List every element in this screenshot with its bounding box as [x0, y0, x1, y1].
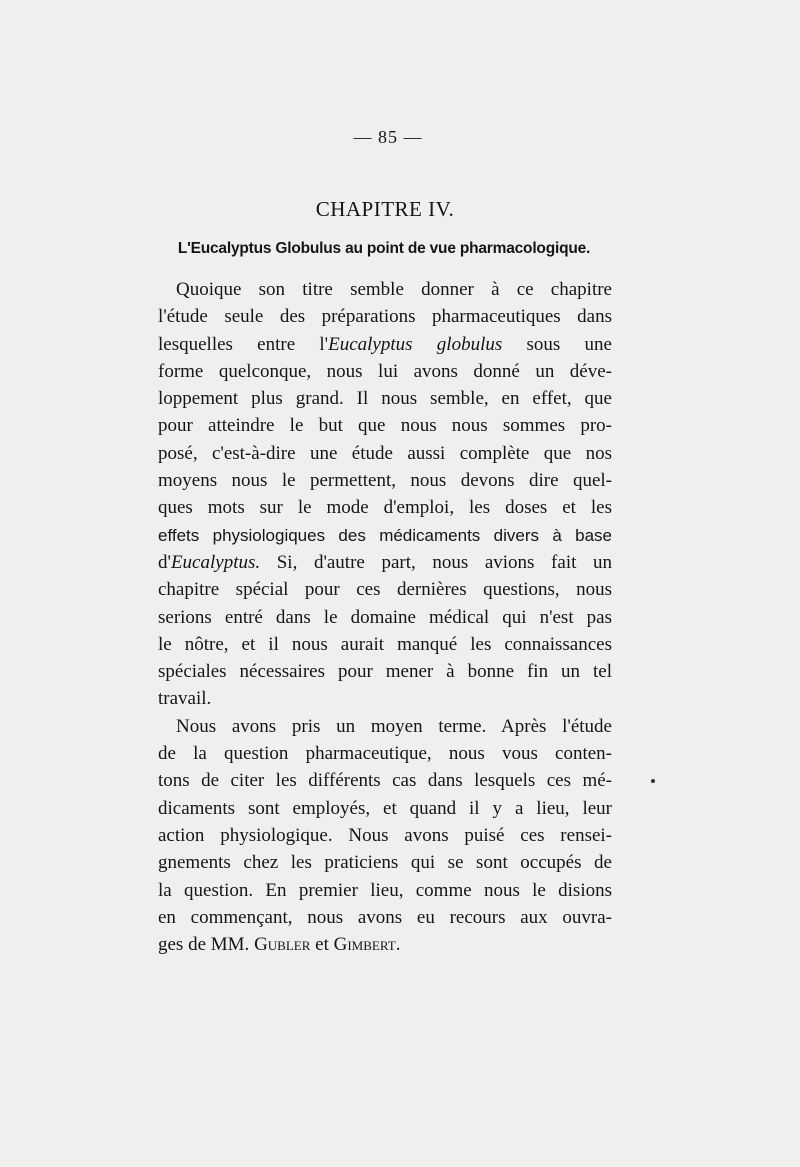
text-line: chapitre spécial pour ces dernières questions, nous: [158, 579, 612, 601]
text-line: forme quelconque, nous lui avons donné un déve-: [158, 360, 612, 382]
chapter-subtitle: L'Eucalyptus Globulus au point de vue pharmacologique.: [177, 240, 591, 257]
text-line: loppement plus grand. Il nous semble, en effet, que: [158, 388, 612, 410]
italic-genus-name: Eucalyptus.: [170, 551, 261, 573]
text-line: serions entré dans le domaine médical qui n'est pas: [158, 606, 612, 628]
author-name: Gimbert: [333, 934, 396, 956]
text-line: action physiologique. Nous avons puisé ces rensei-: [158, 824, 612, 846]
author-name: Gubler: [254, 934, 311, 956]
text-line: [158, 549, 612, 576]
text-line: [158, 931, 612, 958]
text-line: moyens nous le permettent, nous devons dire quel-: [158, 470, 612, 492]
text-line: le nôtre, et il nous aurait manqué les connaissances: [158, 633, 612, 655]
text-line: de la question pharmaceutique, nous vous conten-: [158, 743, 612, 765]
text-line: l'étude seule des préparations pharmaceutiques dans: [158, 306, 612, 328]
text-line: la question. En premier lieu, comme nous le disions: [158, 879, 612, 901]
text-run: sous une: [502, 333, 612, 355]
text-line: spéciales nécessaires pour mener à bonne fin un tel: [158, 661, 612, 683]
text-line: pour atteindre le but que nous nous sommes pro-: [158, 415, 612, 437]
text-line: tons de citer les différents cas dans lesquels ces mé-: [158, 770, 612, 792]
chapter-title: CHAPITRE IV.: [315, 197, 455, 221]
text-run: et: [310, 934, 334, 956]
text-run: d': [158, 551, 171, 573]
page-number: — 85 —: [353, 127, 423, 147]
text-line: en commençant, nous avons eu recours aux ouvra-: [158, 906, 612, 928]
text-line: ques mots sur le mode d'emploi, les doses et les: [158, 497, 612, 519]
ink-speck: [651, 779, 655, 783]
text-run: Si, d'autre part, nous avions fait un: [260, 551, 612, 573]
text-run: ges de MM.: [158, 934, 255, 956]
text-line: travail.: [158, 688, 212, 710]
text-line: dicaments sont employés, et quand il y a lieu, leur: [158, 797, 612, 819]
paragraph-2: [158, 713, 612, 959]
text-run: .: [395, 934, 401, 956]
text-line: gnements chez les praticiens qui se sont occupés de: [158, 852, 612, 874]
paragraph-1: [158, 276, 612, 713]
text-line: posé, c'est-à-dire une étude aussi complète que nos: [158, 442, 612, 464]
text-line: effets physiologiques des médicaments divers à base: [158, 525, 612, 545]
italic-species-name: Eucalyptus globulus: [328, 333, 503, 355]
text-line: [158, 331, 612, 358]
text-line: Nous avons pris un moyen terme. Après l'étude: [176, 715, 612, 737]
body-text: [158, 276, 612, 958]
text-line: Quoique son titre semble donner à ce chapitre: [176, 279, 612, 300]
text-run: lesquelles entre l': [158, 333, 329, 355]
